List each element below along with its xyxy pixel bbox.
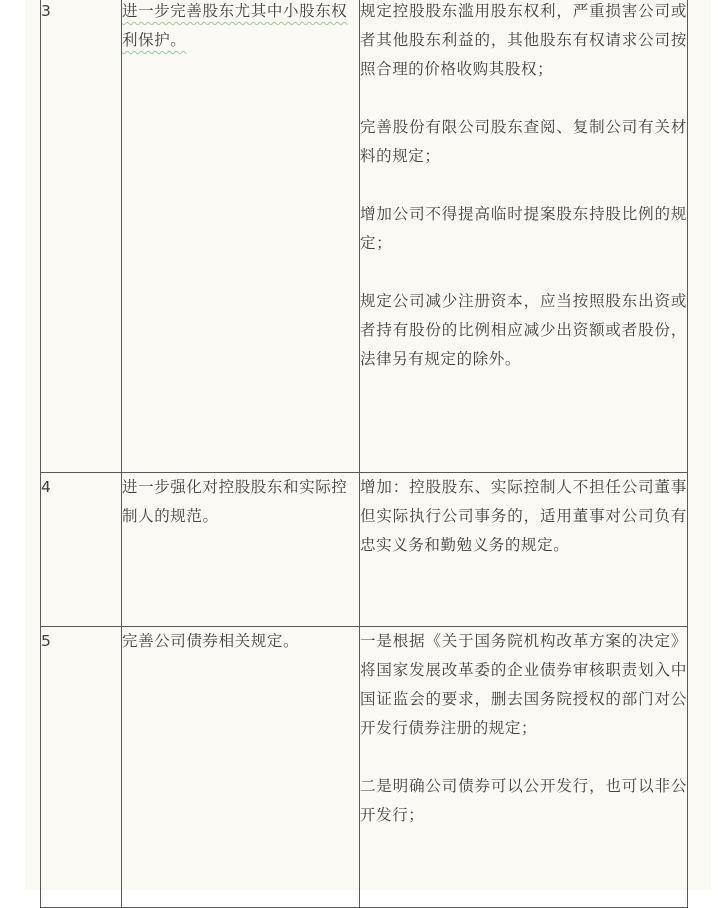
detail-paragraph: 规定控股股东滥用股东权利，严重损害公司或者其他股东利益的，其他股东有权请求公司按照合理的价格收购其股权； <box>360 2 687 78</box>
amendment-table <box>40 0 688 908</box>
row-details <box>360 627 688 908</box>
detail-paragraph: 完善股份有限公司股东查阅、复制公司有关材料的规定； <box>360 118 687 165</box>
table-row <box>41 627 688 908</box>
row-number: 4 <box>41 473 122 627</box>
detail-paragraph: 增加：控股股东、实际控制人不担任公司董事但实际执行公司事务的，适用董事对公司负有忠实义务和勤勉义务的规定。 <box>360 478 687 554</box>
detail-paragraph: 二是明确公司债券可以公开发行，也可以非公开发行； <box>360 777 687 824</box>
row-topic-text: 进一步完善股东尤其中小股东权利保护。 <box>122 2 348 49</box>
row-number: 5 <box>41 627 122 908</box>
row-number: 3 <box>41 0 122 473</box>
row-details <box>360 0 688 473</box>
row-details <box>360 473 688 627</box>
row-topic <box>122 0 360 473</box>
row-topic: 进一步强化对控股股东和实际控制人的规范。 <box>122 473 360 627</box>
detail-paragraph: 规定公司减少注册资本，应当按照股东出资或者持有股份的比例相应减少出资额或者股份，法律另有规定的除外。 <box>360 292 687 368</box>
detail-paragraph: 一是根据《关于国务院机构改革方案的决定》将国家发展改革委的企业债券审核职责划入中国证监会的要求，删去国务院授权的部门对公开发行债券注册的规定； <box>360 632 687 737</box>
table-row <box>41 0 688 473</box>
table-row <box>41 473 688 627</box>
detail-paragraph: 增加公司不得提高临时提案股东持股比例的规定； <box>360 205 687 252</box>
row-topic: 完善公司债券相关规定。 <box>122 627 360 908</box>
